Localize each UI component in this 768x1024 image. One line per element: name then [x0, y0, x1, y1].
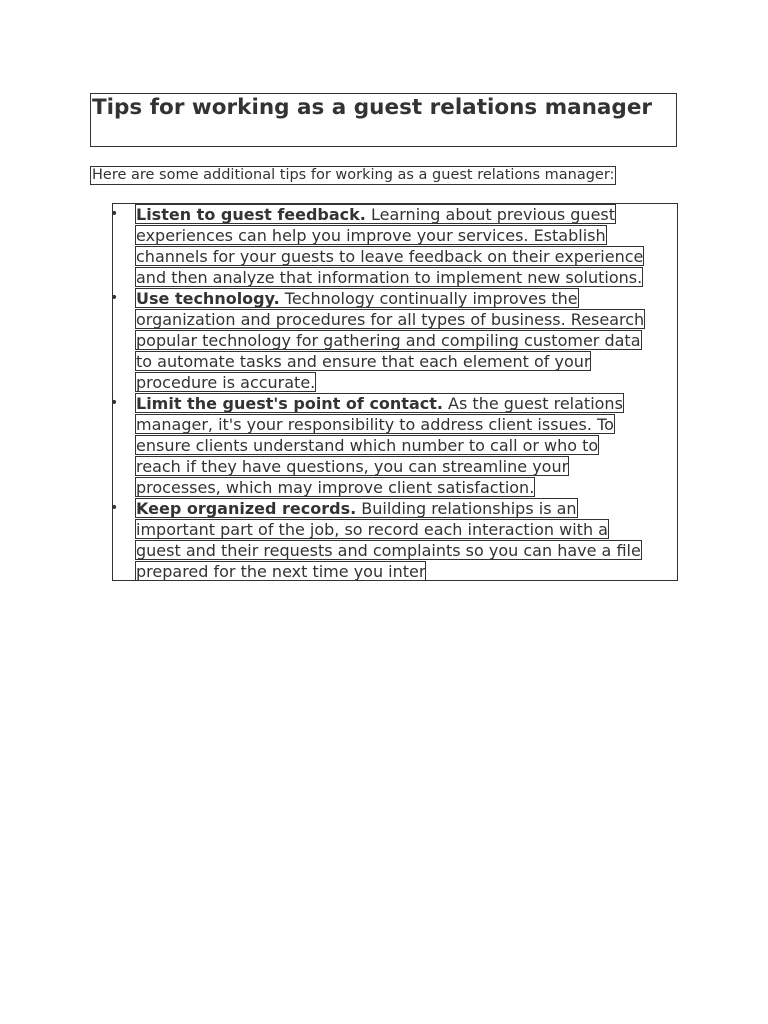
- list-item: [110, 288, 677, 393]
- tip-line: [135, 456, 677, 477]
- tip-text: ensure clients understand which number to call or who to: [136, 436, 599, 455]
- tip-line: [135, 435, 677, 456]
- tip-heading: Limit the guest's point of contact.: [136, 394, 443, 413]
- tip-text: procedure is accurate.: [136, 373, 316, 392]
- tip-text: reach if they have questions, you can streamline your: [136, 457, 569, 476]
- title-box: [90, 93, 677, 147]
- bullet-icon: •: [110, 500, 119, 516]
- tip-text: and then analyze that information to implement new solutions.: [136, 268, 643, 287]
- tips-list: [112, 203, 678, 581]
- tip-line: [135, 540, 677, 561]
- tip-line: [135, 498, 677, 519]
- bullet-icon: •: [110, 395, 119, 411]
- tip-line: [135, 372, 677, 393]
- tip-text: prepared for the next time you inter: [136, 562, 426, 581]
- tip-heading: Keep organized records.: [136, 499, 357, 518]
- tip-text: processes, which may improve client satisfaction.: [136, 478, 535, 497]
- tip-line: [135, 561, 677, 582]
- tip-line: [135, 267, 677, 288]
- list-item: [110, 498, 677, 582]
- tip-line: [135, 309, 677, 330]
- tip-line: [135, 414, 677, 435]
- tip-line: [135, 393, 677, 414]
- tip-text: to automate tasks and ensure that each element of your: [136, 352, 591, 371]
- tip-line: [135, 477, 677, 498]
- tip-text: manager, it's your responsibility to address client issues. To: [136, 415, 614, 434]
- tip-line: [135, 204, 677, 225]
- tip-heading: Listen to guest feedback.: [136, 205, 366, 224]
- tip-line: [135, 225, 677, 246]
- tip-text: experiences can help you improve your services. Establish: [136, 226, 606, 245]
- tip-text: Building relationships is an: [356, 499, 577, 518]
- tip-heading: Use technology.: [136, 289, 280, 308]
- bullet-icon: •: [110, 290, 119, 306]
- tip-text: channels for your guests to leave feedback on their experience: [136, 247, 644, 266]
- tip-line: [135, 288, 677, 309]
- tip-line: [135, 519, 677, 540]
- tip-text: important part of the job, so record each interaction with a: [136, 520, 608, 539]
- list-item: [110, 204, 677, 288]
- tip-line: [135, 351, 677, 372]
- bullet-icon: •: [110, 206, 119, 222]
- page-title: Tips for working as a guest relations manager: [92, 95, 652, 120]
- tip-text: As the guest relations: [442, 394, 623, 413]
- tip-text: popular technology for gathering and compiling customer data: [136, 331, 641, 350]
- tip-text: guest and their requests and complaints so you can have a file: [136, 541, 641, 560]
- tip-line: [135, 246, 677, 267]
- list-item: [110, 393, 677, 498]
- tip-text: Learning about previous guest: [365, 205, 616, 224]
- intro-paragraph: Here are some additional tips for working as a guest relations manager:: [92, 167, 615, 183]
- tip-text: Technology continually improves the: [279, 289, 578, 308]
- tip-text: organization and procedures for all types of business. Research: [136, 310, 645, 329]
- tip-line: [135, 330, 677, 351]
